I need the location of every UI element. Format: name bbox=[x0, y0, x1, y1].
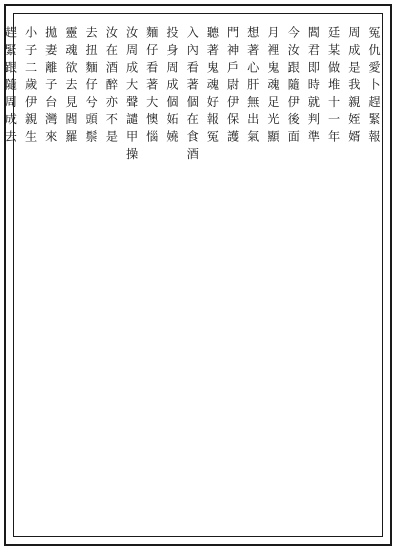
verse-line: 汝在酒醉亦不是 bbox=[104, 26, 119, 148]
verse-line: 周成是我親姪婿 bbox=[346, 26, 361, 148]
verse-line: 投身周成個妬嬈 bbox=[164, 26, 179, 148]
verse-line: 冤仇愛卜趕緊報 bbox=[367, 26, 381, 148]
verse-line: 小子二歲伊親生 bbox=[23, 26, 38, 148]
verse-line: 去扭麵仔兮頭鬃 bbox=[84, 26, 99, 148]
verse-line: 拋妻離子台灣來 bbox=[43, 26, 58, 148]
page-border bbox=[4, 4, 392, 546]
poem-text bbox=[3, 26, 384, 531]
verse-line: 月裡鬼魂足光顯 bbox=[265, 26, 280, 148]
verse-line: 靈魂欲去見閻羅 bbox=[63, 26, 78, 148]
verse-line: 廷某做堆十一年 bbox=[326, 26, 341, 148]
verse-line: 聽著鬼魂好報冤 bbox=[205, 26, 220, 148]
verse-line: 汝周成大聲譴甲操 bbox=[124, 26, 139, 165]
verse-line: 入內看著個在食酒 bbox=[185, 26, 200, 165]
verse-line: 想著心肝無出氣 bbox=[245, 26, 260, 148]
verse-line: 趕緊跟隨周成去 bbox=[3, 26, 18, 148]
verse-line: 閻君即時就判準 bbox=[306, 26, 321, 148]
verse-line: 今汝跟隨伊後面 bbox=[286, 26, 301, 148]
verse-line: 麵仔看著大懊惱 bbox=[144, 26, 159, 148]
verse-line: 門神戶尉伊保護 bbox=[225, 26, 240, 148]
